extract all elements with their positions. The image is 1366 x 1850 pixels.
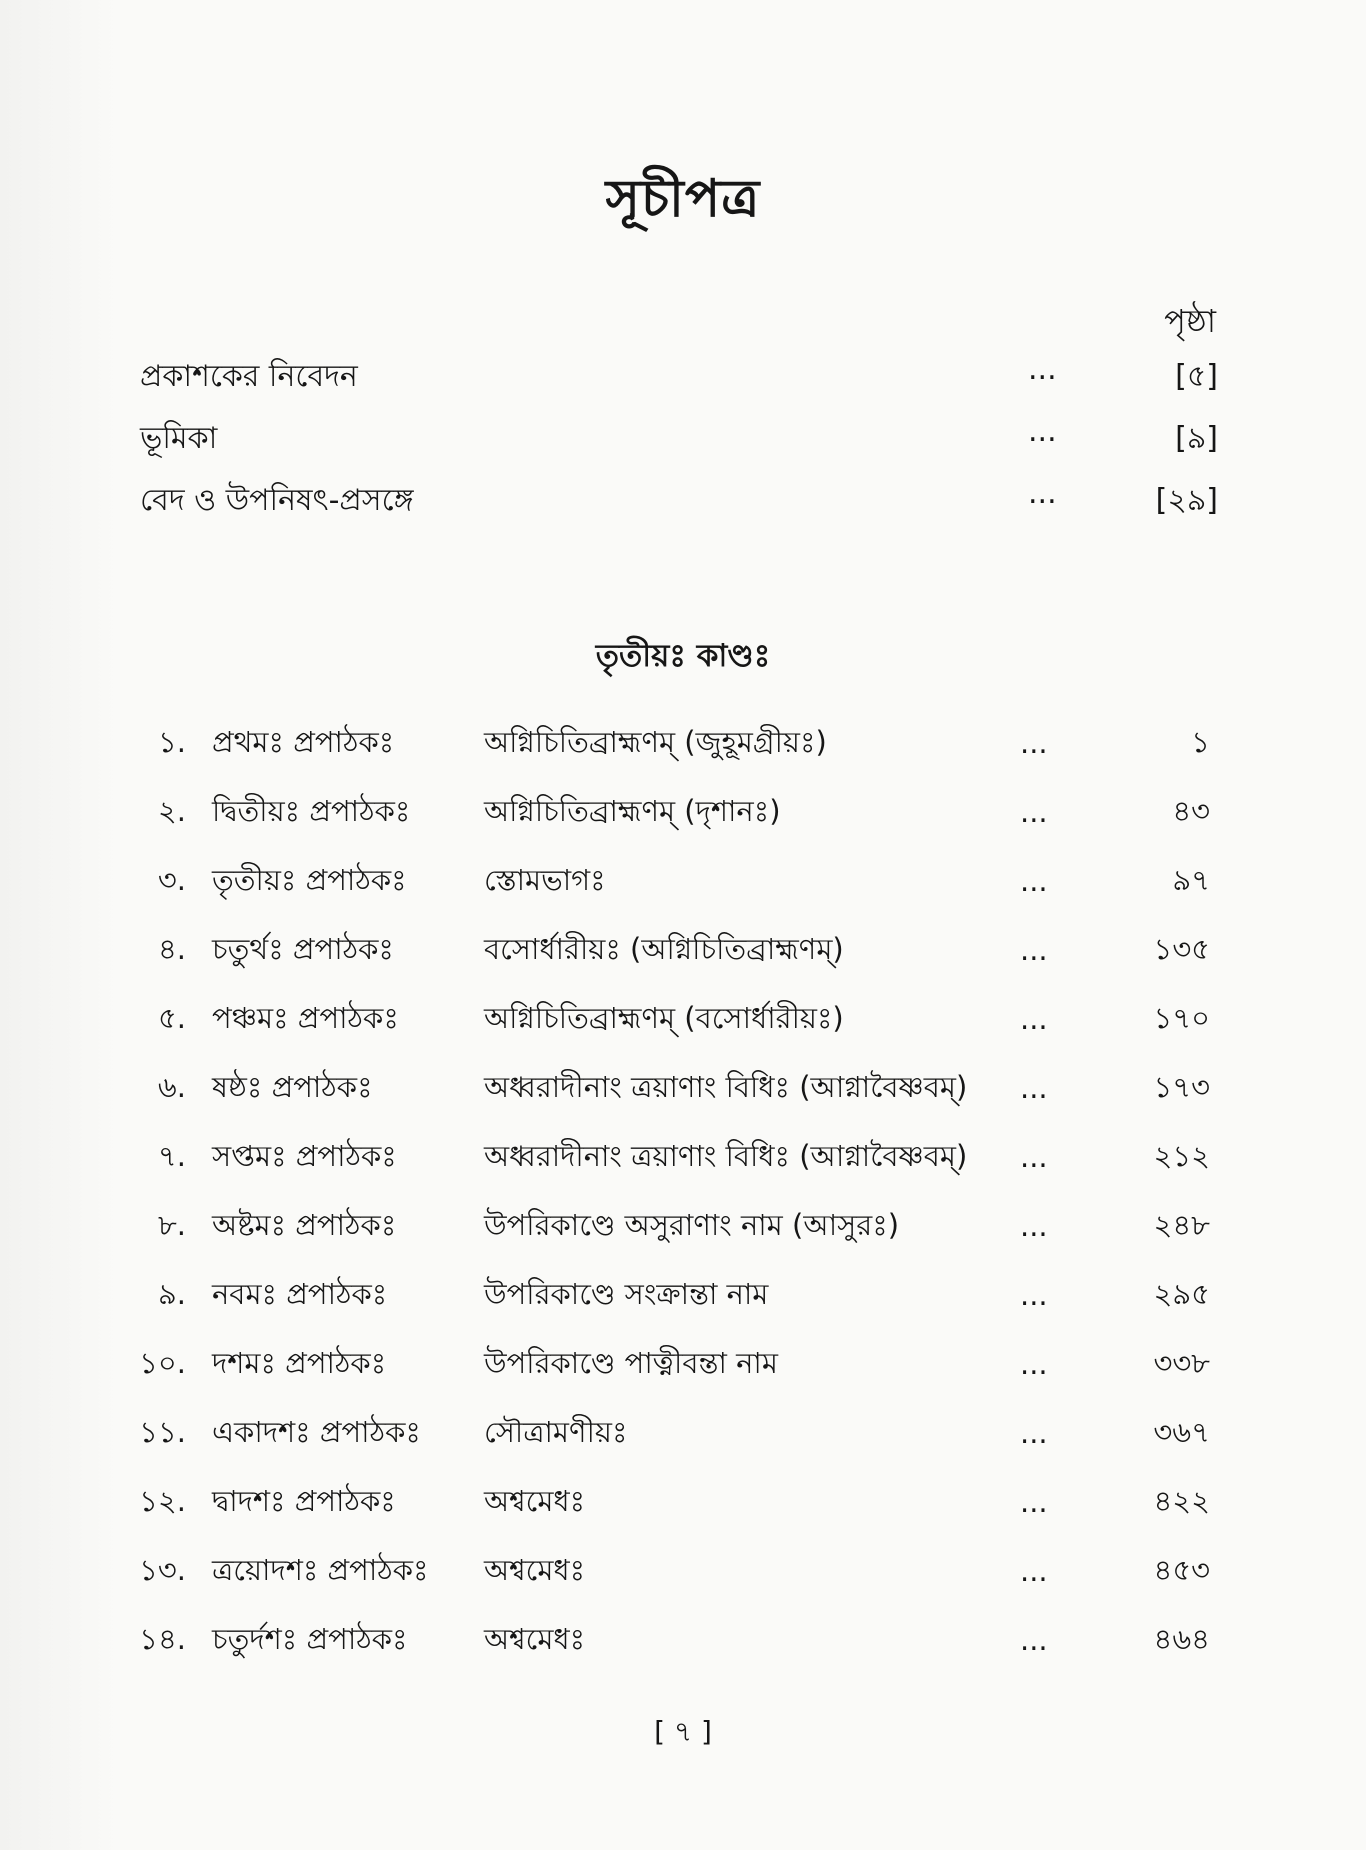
entry-page: ৪২২ — [1153, 1484, 1210, 1518]
leader-dots: ... — [1020, 1140, 1048, 1174]
entry-number: ১৩. — [139, 1553, 186, 1587]
entry-name: তৃতীয়ঃ প্রপাঠকঃ — [212, 863, 407, 897]
entry-page: ১ — [1191, 725, 1210, 759]
entry-topic: অশ্বমেধঃ — [484, 1553, 586, 1587]
front-matter-row — [140, 352, 1218, 402]
leader-dots: ... — [1020, 1209, 1048, 1243]
entry-number: ১২. — [139, 1484, 186, 1518]
leader-dots: ... — [1028, 414, 1057, 449]
toc-entry — [0, 720, 1366, 776]
entry-name: দ্বাদশঃ প্রপাঠকঃ — [212, 1484, 396, 1518]
page-folio: [ ৭ ] — [654, 1715, 712, 1748]
entry-topic: উপরিকাণ্ডে অসুরাণাং নাম (আসুরঃ) — [484, 1208, 900, 1242]
entry-page: ২৪৮ — [1153, 1208, 1210, 1242]
leader-dots: ... — [1020, 1002, 1048, 1036]
toc-entry — [0, 1134, 1366, 1190]
entry-name: চতুর্দশঃ প্রপাঠকঃ — [212, 1622, 408, 1656]
page-column-header: পৃষ্ঠা — [1164, 302, 1216, 340]
entry-name: পঞ্চমঃ প্রপাঠকঃ — [212, 1001, 399, 1035]
front-matter-page: [৯] — [1175, 421, 1218, 456]
toc-entry — [0, 858, 1366, 914]
entry-topic: অগ্নিচিতিব্রাহ্মণম্ (জুহূমগ্রীয়ঃ) — [484, 725, 827, 759]
entry-page: ২৯৫ — [1153, 1277, 1210, 1311]
entry-topic: উপরিকাণ্ডে পাত্নীবন্তা নাম — [484, 1346, 778, 1380]
page-title: সূচীপত্র — [605, 169, 761, 229]
toc-entry — [0, 1272, 1366, 1328]
entry-page: ৯৭ — [1172, 863, 1210, 897]
entry-number: ৪. — [157, 932, 186, 966]
entry-page: ১৩৫ — [1153, 932, 1210, 966]
leader-dots: ... — [1020, 864, 1048, 898]
front-matter-page: [২৯] — [1155, 483, 1218, 518]
toc-entry — [0, 1065, 1366, 1121]
leader-dots: ... — [1020, 726, 1048, 760]
leader-dots: ... — [1028, 476, 1057, 511]
front-matter-row — [140, 414, 1218, 464]
entry-topic: অশ্বমেধঃ — [484, 1622, 586, 1656]
entry-number: ১০. — [139, 1346, 186, 1380]
leader-dots: ... — [1020, 1554, 1048, 1588]
leader-dots: ... — [1020, 933, 1048, 967]
entry-name: দ্বিতীয়ঃ প্রপাঠকঃ — [212, 794, 411, 828]
toc-entry — [0, 789, 1366, 845]
toc-entry — [0, 1548, 1366, 1604]
entry-name: ষষ্ঠঃ প্রপাঠকঃ — [212, 1070, 373, 1104]
entry-topic: অধ্বরাদীনাং ত্রয়াণাং বিধিঃ (আগ্নাবৈষ্ণবম্) — [484, 1070, 968, 1104]
section-title: তৃতীয়ঃ কাণ্ডঃ — [595, 638, 771, 674]
leader-dots: ... — [1020, 1485, 1048, 1519]
entry-number: ৩. — [157, 863, 186, 897]
entry-topic: স্তোমভাগঃ — [484, 863, 606, 897]
entry-page: ৪৫৩ — [1153, 1553, 1210, 1587]
entry-page: ৩৩৮ — [1153, 1346, 1210, 1380]
front-matter-label: প্রকাশকের নিবেদন — [140, 359, 358, 394]
entry-number: ৮. — [157, 1208, 186, 1242]
entry-page: ৪৬৪ — [1153, 1622, 1210, 1656]
entry-number: ১৪. — [139, 1622, 186, 1656]
entry-name: দশমঃ প্রপাঠকঃ — [212, 1346, 387, 1380]
entry-name: সপ্তমঃ প্রপাঠকঃ — [212, 1139, 397, 1173]
toc-entry — [0, 1203, 1366, 1259]
toc-entry — [0, 1410, 1366, 1466]
leader-dots: ... — [1020, 795, 1048, 829]
front-matter-label: বেদ ও উপনিষৎ-প্রসঙ্গে — [140, 483, 414, 518]
entry-number: ৫. — [157, 1001, 186, 1035]
leader-dots: ... — [1020, 1347, 1048, 1381]
toc-entry — [0, 1479, 1366, 1535]
entry-number: ২. — [157, 794, 186, 828]
entry-page: ২১২ — [1153, 1139, 1210, 1173]
leader-dots: ... — [1020, 1071, 1048, 1105]
entry-number: ১১. — [139, 1415, 186, 1449]
entry-number: ৯. — [157, 1277, 186, 1311]
entry-page: ৪৩ — [1172, 794, 1210, 828]
leader-dots: ... — [1020, 1278, 1048, 1312]
entry-name: প্রথমঃ প্রপাঠকঃ — [212, 725, 395, 759]
leader-dots: ... — [1020, 1416, 1048, 1450]
entry-name: ত্রয়োদশঃ প্রপাঠকঃ — [212, 1553, 429, 1587]
entry-name: নবমঃ প্রপাঠকঃ — [212, 1277, 388, 1311]
entry-number: ৭. — [157, 1139, 186, 1173]
leader-dots: ... — [1020, 1623, 1048, 1657]
entry-name: অষ্টমঃ প্রপাঠকঃ — [212, 1208, 397, 1242]
entry-page: ৩৬৭ — [1153, 1415, 1210, 1449]
front-matter-page: [৫] — [1175, 359, 1218, 394]
entry-number: ৬. — [157, 1070, 186, 1104]
front-matter-label: ভূমিকা — [140, 421, 218, 456]
entry-topic: অশ্বমেধঃ — [484, 1484, 586, 1518]
entry-page: ১৭০ — [1153, 1001, 1210, 1035]
entry-topic: অগ্নিচিতিব্রাহ্মণম্ (বসোর্ধারীয়ঃ) — [484, 1001, 844, 1035]
entry-topic: উপরিকাণ্ডে সংক্রান্তা নাম — [484, 1277, 769, 1311]
toc-entry — [0, 1341, 1366, 1397]
entry-page: ১৭৩ — [1153, 1070, 1210, 1104]
entry-number: ১. — [157, 725, 186, 759]
toc-entry — [0, 996, 1366, 1052]
entry-name: একাদশঃ প্রপাঠকঃ — [212, 1415, 421, 1449]
entry-topic: বসোর্ধারীয়ঃ (অগ্নিচিতিব্রাহ্মণম্) — [484, 932, 844, 966]
front-matter-row — [140, 476, 1218, 526]
entry-topic: সৌত্রামণীয়ঃ — [484, 1415, 628, 1449]
toc-entry — [0, 927, 1366, 983]
leader-dots: ... — [1028, 352, 1057, 387]
toc-entry — [0, 1617, 1366, 1673]
entry-topic: অগ্নিচিতিব্রাহ্মণম্ (দৃশানঃ) — [484, 794, 781, 828]
entry-name: চতুর্থঃ প্রপাঠকঃ — [212, 932, 394, 966]
entry-topic: অধ্বরাদীনাং ত্রয়াণাং বিধিঃ (আগ্নাবৈষ্ণবম্) — [484, 1139, 968, 1173]
